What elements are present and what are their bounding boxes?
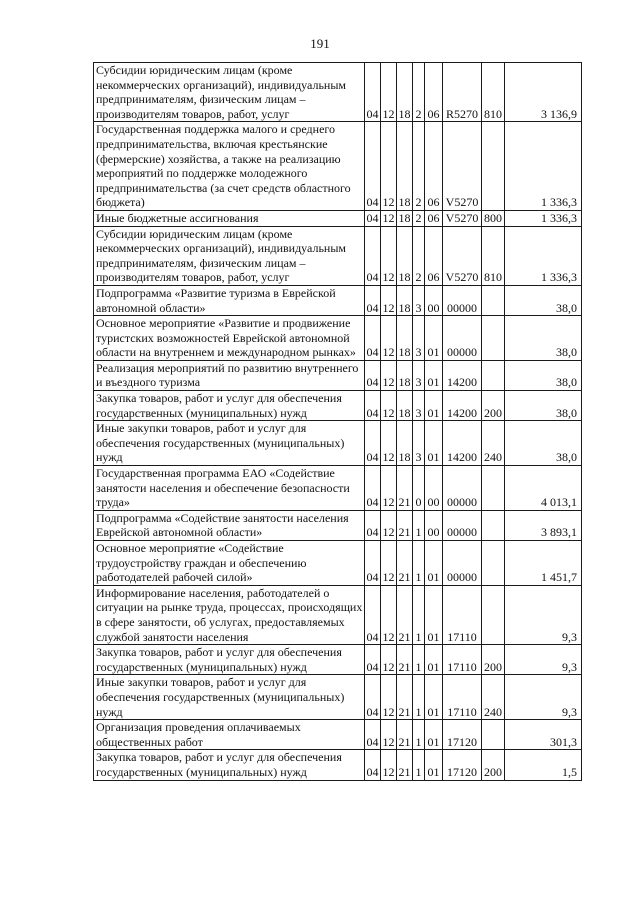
table-row [94, 541, 582, 586]
amount-cell: 1 336,3 [505, 226, 582, 285]
table-row [94, 675, 582, 720]
amount-cell: 9,3 [505, 645, 582, 675]
expense-type-cell: 800 [482, 210, 505, 226]
row-name-cell: Государственная поддержка малого и среднего предпринимательства, включая крестьянские (фермерские) хозяйства, а также на реализацию мероприятий по поддержке молодежного предпринимательства (за счет средств областного бюджета) [94, 122, 365, 211]
program-code-cell: 18 [397, 421, 413, 466]
section-code-cell: 04 [365, 466, 381, 511]
expense-type-cell [482, 585, 505, 644]
program-code-cell: 18 [397, 226, 413, 285]
subsection-code-cell: 12 [381, 585, 397, 644]
expense-type-cell: 200 [482, 750, 505, 780]
subprogram-code-cell: 1 [413, 585, 425, 644]
activity-code-cell: 00 [425, 466, 443, 511]
expense-type-cell [482, 541, 505, 586]
amount-cell: 301,3 [505, 720, 582, 750]
subsection-code-cell: 12 [381, 226, 397, 285]
amount-cell: 38,0 [505, 316, 582, 361]
amount-cell: 1 336,3 [505, 210, 582, 226]
section-code-cell: 04 [365, 285, 381, 315]
activity-code-cell: 01 [425, 391, 443, 421]
table-row [94, 645, 582, 675]
subprogram-code-cell: 3 [413, 316, 425, 361]
expense-type-cell: 200 [482, 645, 505, 675]
activity-code-cell: 06 [425, 122, 443, 211]
expense-type-cell: 240 [482, 421, 505, 466]
subprogram-code-cell: 1 [413, 510, 425, 540]
table-body [94, 63, 582, 781]
program-code-cell: 21 [397, 675, 413, 720]
table-row [94, 226, 582, 285]
section-code-cell: 04 [365, 750, 381, 780]
row-name-cell: Подпрограмма «Содействие занятости населения Еврейской автономной области» [94, 510, 365, 540]
activity-code-cell: 01 [425, 720, 443, 750]
subprogram-code-cell: 1 [413, 720, 425, 750]
table-row [94, 360, 582, 390]
program-code-cell: 21 [397, 466, 413, 511]
expense-type-cell [482, 510, 505, 540]
section-code-cell: 04 [365, 510, 381, 540]
expense-type-cell: 810 [482, 63, 505, 122]
subsection-code-cell: 12 [381, 750, 397, 780]
row-name-cell: Субсидии юридическим лицам (кроме некоммерческих организаций), индивидуальным предпринимателям, физическим лицам – производителям товаров, работ, услуг [94, 63, 365, 122]
subsection-code-cell: 12 [381, 675, 397, 720]
amount-cell: 38,0 [505, 421, 582, 466]
section-code-cell: 04 [365, 122, 381, 211]
row-name-cell: Основное мероприятие «Содействие трудоустройству граждан и обеспечению работодателей рабочей силой» [94, 541, 365, 586]
subprogram-code-cell: 1 [413, 541, 425, 586]
direction-code-cell: 17120 [443, 720, 482, 750]
program-code-cell: 18 [397, 360, 413, 390]
subsection-code-cell: 12 [381, 421, 397, 466]
row-name-cell: Иные закупки товаров, работ и услуг для обеспечения государственных (муниципальных) нужд [94, 421, 365, 466]
direction-code-cell: 17110 [443, 675, 482, 720]
row-name-cell: Закупка товаров, работ и услуг для обеспечения государственных (муниципальных) нужд [94, 645, 365, 675]
direction-code-cell: 14200 [443, 360, 482, 390]
subprogram-code-cell: 2 [413, 122, 425, 211]
amount-cell: 38,0 [505, 391, 582, 421]
subsection-code-cell: 12 [381, 720, 397, 750]
program-code-cell: 21 [397, 750, 413, 780]
subsection-code-cell: 12 [381, 541, 397, 586]
activity-code-cell: 01 [425, 360, 443, 390]
activity-code-cell: 01 [425, 421, 443, 466]
row-name-cell: Информирование населения, работодателей о ситуации на рынке труда, процессах, происходящих в сфере занятости, об услугах, предоставляемых службой занятости населения [94, 585, 365, 644]
activity-code-cell: 01 [425, 675, 443, 720]
table-row [94, 750, 582, 780]
activity-code-cell: 06 [425, 63, 443, 122]
subsection-code-cell: 12 [381, 510, 397, 540]
program-code-cell: 21 [397, 645, 413, 675]
activity-code-cell: 00 [425, 510, 443, 540]
program-code-cell: 18 [397, 285, 413, 315]
activity-code-cell: 01 [425, 750, 443, 780]
direction-code-cell: V5270 [443, 210, 482, 226]
table-row [94, 122, 582, 211]
amount-cell: 38,0 [505, 360, 582, 390]
row-name-cell: Организация проведения оплачиваемых общественных работ [94, 720, 365, 750]
program-code-cell: 21 [397, 585, 413, 644]
subsection-code-cell: 12 [381, 360, 397, 390]
subsection-code-cell: 12 [382, 210, 395, 225]
expense-type-cell [482, 466, 505, 511]
subprogram-code-cell: 2 [413, 210, 425, 226]
amount-cell: 3 893,1 [505, 510, 582, 540]
amount-cell: 9,3 [505, 585, 582, 644]
direction-code-cell: 00000 [443, 466, 482, 511]
amount-cell: 3 136,9 [505, 63, 582, 122]
section-code-cell: 04 [365, 675, 381, 720]
direction-code-cell: 00000 [443, 285, 482, 315]
subprogram-code-cell: 3 [413, 360, 425, 390]
activity-code-cell: 01 [425, 585, 443, 644]
direction-code-cell: 17110 [443, 645, 482, 675]
program-code-cell: 18 [398, 210, 411, 225]
section-code-cell: 04 [366, 210, 379, 225]
direction-code-cell: 17120 [443, 750, 482, 780]
expense-type-cell: 200 [482, 391, 505, 421]
subprogram-code-cell: 2 [413, 226, 425, 285]
direction-code-cell: 14200 [443, 391, 482, 421]
direction-code-cell: 00000 [443, 541, 482, 586]
subsection-code-cell: 12 [381, 63, 397, 122]
expense-type-cell [482, 122, 505, 211]
expense-type-cell [482, 360, 505, 390]
section-code-cell: 04 [365, 391, 381, 421]
section-code-cell: 04 [365, 541, 381, 586]
table-row [94, 421, 582, 466]
section-code-cell: 04 [365, 63, 381, 122]
row-name-cell: Субсидии юридическим лицам (кроме некоммерческих организаций), индивидуальным предпринимателям, физическим лицам – производителям товаров, работ, услуг [94, 226, 365, 285]
subprogram-code-cell: 2 [413, 63, 425, 122]
subprogram-code-cell: 1 [413, 645, 425, 675]
subprogram-code-cell: 1 [413, 675, 425, 720]
budget-table [93, 62, 582, 781]
subsection-code-cell: 12 [381, 466, 397, 511]
activity-code-cell: 01 [425, 316, 443, 361]
amount-cell: 1 336,3 [505, 122, 582, 211]
subsection-code-cell: 12 [381, 316, 397, 361]
activity-code-cell: 06 [425, 226, 443, 285]
row-name-cell: Государственная программа ЕАО «Содействие занятости населения и обеспечение безопасности труда» [94, 466, 365, 511]
table-row [94, 466, 582, 511]
section-code-cell: 04 [365, 316, 381, 361]
expense-type-cell: 240 [482, 675, 505, 720]
direction-code-cell: V5270 [443, 122, 482, 211]
section-code-cell: 04 [365, 585, 381, 644]
table-row [94, 510, 582, 540]
section-code-cell: 04 [365, 645, 381, 675]
subprogram-code-cell: 3 [413, 285, 425, 315]
page-number: 191 [310, 36, 330, 51]
row-name-cell: Подпрограмма «Развитие туризма в Еврейской автономной области» [94, 285, 365, 315]
row-name-cell: Закупка товаров, работ и услуг для обеспечения государственных (муниципальных) нужд [94, 391, 365, 421]
subsection-code-cell: 12 [381, 645, 397, 675]
program-code-cell: 21 [397, 510, 413, 540]
row-name-cell: Иные закупки товаров, работ и услуг для обеспечения государственных (муниципальных) нужд [94, 675, 365, 720]
table-row [94, 285, 582, 315]
program-code-cell: 18 [397, 63, 413, 122]
program-code-cell: 18 [397, 316, 413, 361]
table-row [94, 316, 582, 361]
direction-code-cell: R5270 [443, 63, 482, 122]
expense-type-cell [482, 316, 505, 361]
amount-cell: 9,3 [505, 675, 582, 720]
subsection-code-cell: 12 [381, 391, 397, 421]
activity-code-cell: 06 [425, 210, 443, 226]
program-code-cell: 18 [397, 391, 413, 421]
row-name-cell: Иные бюджетные ассигнования [94, 210, 365, 226]
program-code-cell: 21 [397, 541, 413, 586]
direction-code-cell: 17110 [443, 585, 482, 644]
direction-code-cell: 00000 [443, 316, 482, 361]
table-row [94, 585, 582, 644]
activity-code-cell: 01 [425, 541, 443, 586]
program-code-cell: 18 [397, 122, 413, 211]
activity-code-cell: 01 [425, 645, 443, 675]
direction-code-cell: 14200 [443, 421, 482, 466]
row-name-cell: Реализация мероприятий по развитию внутреннего и въездного туризма [94, 360, 365, 390]
amount-cell: 1,5 [505, 750, 582, 780]
table-row [94, 720, 582, 750]
table-row [94, 210, 582, 226]
activity-code-cell: 00 [425, 285, 443, 315]
program-code-cell: 21 [397, 720, 413, 750]
expense-type-cell: 810 [482, 226, 505, 285]
direction-code-cell: 00000 [443, 510, 482, 540]
expense-type-cell [482, 720, 505, 750]
subprogram-code-cell: 1 [413, 750, 425, 780]
direction-code-cell: V5270 [443, 226, 482, 285]
subprogram-code-cell: 3 [413, 391, 425, 421]
section-code-cell: 04 [365, 421, 381, 466]
table-row [94, 391, 582, 421]
section-code-cell: 04 [365, 720, 381, 750]
row-name-cell: Основное мероприятие «Развитие и продвижение туристских возможностей Еврейской автономной области на внутреннем и международном рынках» [94, 316, 365, 361]
subprogram-code-cell: 0 [413, 466, 425, 511]
table-row [94, 63, 582, 122]
amount-cell: 38,0 [505, 285, 582, 315]
subprogram-code-cell: 3 [413, 421, 425, 466]
section-code-cell: 04 [365, 360, 381, 390]
expense-type-cell [482, 285, 505, 315]
subsection-code-cell: 12 [381, 122, 397, 211]
amount-cell: 1 451,7 [505, 541, 582, 586]
subsection-code-cell: 12 [381, 285, 397, 315]
amount-cell: 4 013,1 [505, 466, 582, 511]
row-name-cell: Закупка товаров, работ и услуг для обеспечения государственных (муниципальных) нужд [94, 750, 365, 780]
section-code-cell: 04 [365, 226, 381, 285]
